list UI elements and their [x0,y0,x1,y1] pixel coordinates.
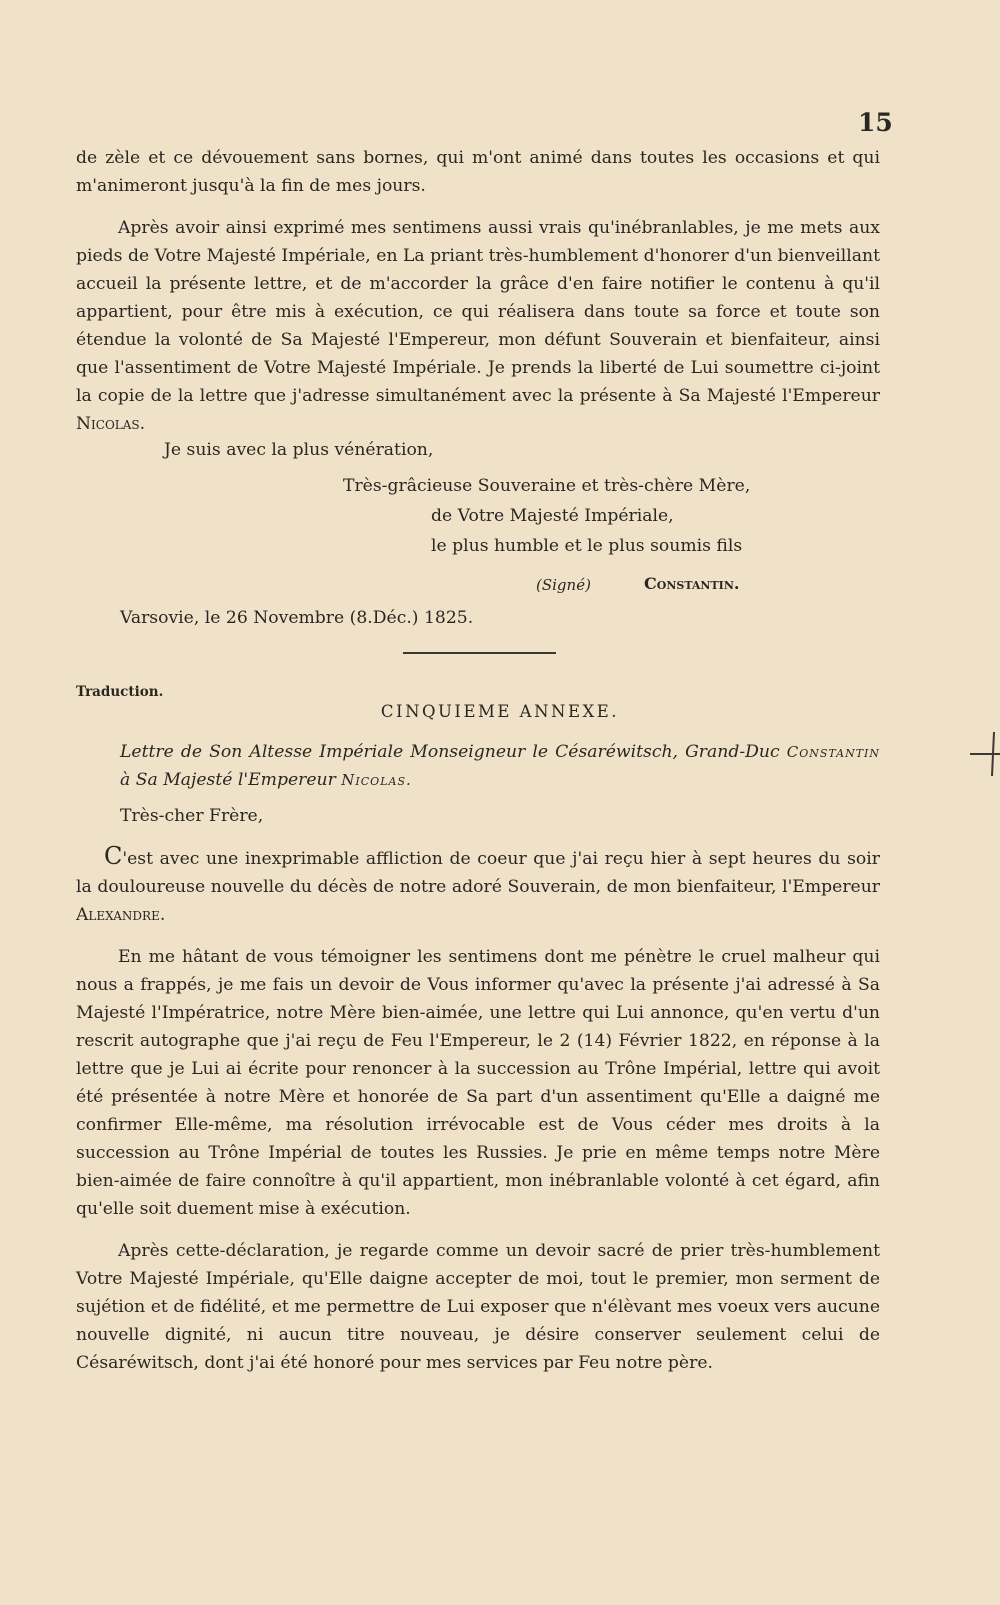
name-constantin: Constantin [786,743,881,761]
name-alexandre: Alexandre. [76,905,166,925]
paragraph-affliction [76,842,880,929]
page-number: 15 [858,108,893,137]
salutation: Très-cher Frère, [120,806,264,826]
paragraph-request [76,214,880,438]
closing-line-4: le plus humble et le plus soumis fils [431,536,743,556]
date-line: Varsovie, le 26 Novembre (8.Déc.) 1825. [120,608,474,628]
closing-line-3: de Votre Majesté Impériale, [431,506,674,526]
paragraph-oath: Après cette-déclaration, je regarde comme un devoir sacré de prier très-humblement Votre Majesté Impériale, qu'Elle daigne accepter de moi, tout le premier, mon serment de sujétion et de fidélité, et me permettre de Lui exposer que n'élèvant mes voeux vers aucune nouvelle dignité, ni aucun titre nouveau, je désire conserver seulement celui de Césaréwitsch, dont j'ai été honoré pour mes services par Feu notre père. [76,1241,880,1373]
annex-heading: CINQUIEME ANNEXE. [380,702,620,721]
name-nicolas: Nicolas. [76,414,146,434]
paragraph-continuation: de zèle et ce dévouement sans bornes, qui m'ont animé dans toutes les occasions et qui m'animeront jusqu'à la fin de mes jours. [76,148,880,196]
annex-title [120,738,880,794]
annex-letter-body [76,842,880,1377]
signature-constantin: Constantin. [644,574,740,593]
name-nicolas-title: Nicolas. [341,771,412,789]
top-letter-body [76,144,880,438]
section-divider [403,652,556,654]
translation-label: Traduction. [76,684,164,700]
page-edge-mark [970,730,1000,778]
drop-cap: C [104,842,123,870]
closing-line-1: Je suis avec la plus vénération, [164,440,434,460]
paragraph-request-text: Après avoir ainsi exprimé mes sentimens aussi vrais qu'inébranlables, je me mets aux pieds de Votre Majesté Impériale, en La priant très-humblement d'honorer d'un bienveillant accueil la présente lettre, et de m'accorder la grâce d'en faire notifier le contenu à qu'il appartient, pour être mis à exécution, ce qui réalisera dans toute sa force et toute son étendue la volonté de Sa Majesté l'Empereur, mon défunt Souverain et bienfaiteur, ainsi que l'assentiment de Votre Majesté Impériale. Je prends la liberté de Lui soumettre ci-joint la copie de la lettre que j'adresse simultanément avec la présente à Sa Majesté l'Empereur [76,218,880,406]
closing-line-2: Très-grâcieuse Souveraine et très-chère Mère, [343,476,751,496]
paragraph-affliction-text: 'est avec une inexprimable affliction de coeur que j'ai reçu hier à sept heures du soir la douloureuse nouvelle du décès de notre adoré Souverain, de mon bienfaiteur, l'Empereur [76,849,880,897]
signed-mark: (Signé) [536,576,591,594]
annex-title-part-1: Lettre de Son Altesse Impériale Monseigneur le Césaréwitsch, Grand-Duc [120,742,780,762]
paragraph-renunciation: En me hâtant de vous témoigner les sentimens dont me pénètre le cruel malheur qui nous a frappés, je me fais un devoir de Vous informer qu'avec la présente j'ai adressé à Sa Majesté l'Impératrice, notre Mère bien-aimée, une lettre qui Lui annonce, qu'en vertu d'un rescrit autographe que j'ai reçu de Feu l'Empereur, le 2 (14) Février 1822, en réponse à la lettre que je Lui ai écrite pour renoncer à la succession au Trône Impérial, lettre qui avoit été présentée à notre Mère et honorée de Sa part d'un assentiment qu'Elle a daigné me confirmer Elle-même, ma résolution irrévocable est de Vous céder mes droits à la succession au Trône Impérial de toutes les Russies. Je prie en même temps notre Mère bien-aimée de faire connoître à qu'il appartient, mon inébranlable volonté à cet égard, afin qu'elle soit duement mise à exécution. [76,947,880,1219]
annex-title-part-2: à Sa Majesté l'Empereur [120,770,336,790]
